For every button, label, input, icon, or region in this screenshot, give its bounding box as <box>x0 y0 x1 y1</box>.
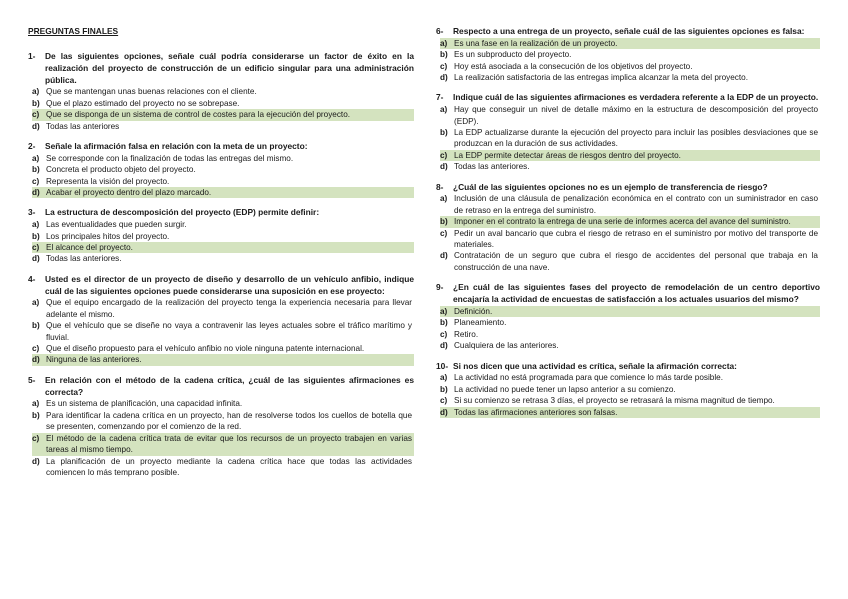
option-text: El método de la cadena crítica trata de evitar que los recursos de un proyecto trabajen en varias tareas al mismo tiempo. <box>46 433 412 455</box>
question-text: Usted es el director de un proyecto de diseño y desarrollo de un vehículo anfibio, indique cuál de las siguientes opciones puede considerarse una suposición en ese proyecto: <box>45 273 414 296</box>
option-text: Cualquiera de las anteriores. <box>454 341 559 351</box>
option-text: Representa la visión del proyecto. <box>46 176 170 186</box>
answer-option <box>440 395 820 406</box>
option-text: La realización satisfactoria de las entregas implica alcanzar la meta del proyecto. <box>454 73 748 83</box>
option-letter: b) <box>440 50 448 60</box>
option-text: Es un subproducto del proyecto. <box>454 50 572 60</box>
option-letter: c) <box>440 329 448 339</box>
answer-option-highlighted <box>440 216 820 227</box>
document-page <box>28 26 820 591</box>
option-letter: d) <box>32 456 40 466</box>
question-text: ¿En cuál de las siguientes fases del proyecto de remodelación de un centro deportivo encajaría la actividad de encuestas de satisfacción a los actuales usuarios del mismo? <box>453 282 820 305</box>
option-text: Que el vehículo que se diseñe no vaya a contravenir las leyes actuales sobre el tráfico marítimo y fluvial. <box>46 321 412 342</box>
answer-option <box>32 320 414 343</box>
option-text: Todas las anteriores. <box>454 162 530 172</box>
question-number: 9- <box>436 282 444 293</box>
question-header <box>436 361 820 373</box>
option-text: La EDP actualizarse durante la ejecución del proyecto para incluir las posibles desviaciones que se produzcan en la duración de sus actividades. <box>454 128 818 149</box>
option-letter: d) <box>32 355 40 365</box>
question-block <box>28 207 414 264</box>
question-header <box>436 282 820 306</box>
right-column <box>436 26 820 427</box>
option-text: Si su comienzo se retrasa 3 días, el proyecto se retrasará la misma magnitud de tiempo. <box>454 396 775 406</box>
question-text: ¿Cuál de las siguientes opciones no es un ejemplo de transferencia de riesgo? <box>453 181 768 192</box>
question-number: 4- <box>28 273 36 284</box>
answer-option <box>32 176 414 187</box>
option-letter: a) <box>32 220 40 230</box>
answer-option-highlighted <box>32 433 414 456</box>
answer-option <box>440 127 820 150</box>
option-letter: b) <box>32 410 40 420</box>
option-letter: a) <box>440 373 448 383</box>
question-block <box>436 361 820 418</box>
option-letter: d) <box>440 162 448 172</box>
option-letter: c) <box>440 61 448 71</box>
answer-option <box>440 329 820 340</box>
answer-option <box>440 317 820 328</box>
option-letter: a) <box>440 105 448 115</box>
option-text: Para identificar la cadena crítica en un proyecto, han de resolverse todos los cuellos de botella que se presenten, comenzando por el comienzo de la red. <box>46 410 412 432</box>
question-text: Respecto a una entrega de un proyecto, señale cuál de las siguientes opciones es falsa: <box>453 26 805 36</box>
answer-option <box>32 253 414 264</box>
answer-option <box>440 384 820 395</box>
question-block <box>28 274 414 366</box>
question-header <box>28 274 414 298</box>
option-text: Que el plazo estimado del proyecto no se sobrepase. <box>46 98 240 108</box>
answer-option <box>32 121 414 132</box>
answer-option-highlighted <box>32 187 414 198</box>
question-header <box>28 207 414 219</box>
answer-option <box>32 98 414 109</box>
option-letter: b) <box>440 318 448 328</box>
question-header <box>28 375 414 399</box>
option-letter: d) <box>440 251 448 261</box>
option-text: Que el diseño propuesto para el vehículo anfibio no viole ninguna patente internacional. <box>46 344 365 354</box>
answer-option <box>32 410 414 433</box>
option-text: Hoy está asociada a la consecución de los objetivos del proyecto. <box>454 61 693 71</box>
option-text: Planeamiento. <box>454 318 507 328</box>
option-letter: a) <box>32 87 40 97</box>
option-letter: c) <box>32 110 40 120</box>
option-letter: b) <box>32 165 40 175</box>
option-letter: d) <box>32 188 40 198</box>
question-number: 7- <box>436 92 444 103</box>
option-letter: b) <box>32 321 40 331</box>
answer-option-highlighted <box>32 242 414 253</box>
answer-option <box>32 398 414 409</box>
question-header <box>28 141 414 153</box>
question-number: 2- <box>28 141 36 152</box>
option-text: Todas las anteriores. <box>46 254 122 264</box>
question-block <box>436 282 820 351</box>
option-text: Es una fase en la realización de un proyecto. <box>454 38 618 48</box>
answer-option <box>440 104 820 127</box>
question-text: Si nos dicen que una actividad es crítica, señale la afirmación correcta: <box>453 360 737 371</box>
option-text: Se corresponde con la finalización de todas las entregas del mismo. <box>46 153 294 163</box>
question-header <box>436 182 820 194</box>
answer-option <box>440 250 820 273</box>
option-letter: c) <box>32 176 40 186</box>
option-letter: b) <box>440 217 448 227</box>
answer-option <box>440 49 820 60</box>
answer-option <box>32 343 414 354</box>
option-text: Que se mantengan unas buenas relaciones con el cliente. <box>46 87 257 97</box>
question-block <box>28 51 414 132</box>
option-text: Todas las afirmaciones anteriores son falsas. <box>454 407 618 417</box>
option-text: El alcance del proyecto. <box>46 243 133 253</box>
answer-option-highlighted <box>32 109 414 120</box>
option-letter: d) <box>440 341 448 351</box>
answer-option <box>32 86 414 97</box>
question-number: 3- <box>28 207 36 218</box>
question-text: En relación con el método de la cadena crítica, ¿cuál de las siguientes afirmaciones es correcta? <box>45 374 414 397</box>
option-text: Definición. <box>454 306 493 316</box>
left-column <box>28 26 414 487</box>
answer-option <box>32 219 414 230</box>
option-text: Que se disponga de un sistema de control de costes para la ejecución del proyecto. <box>46 110 351 120</box>
option-letter: b) <box>32 98 40 108</box>
option-text: Imponer en el contrato la entrega de una serie de informes acerca del avance del suministro. <box>454 217 791 227</box>
question-number: 1- <box>28 51 36 61</box>
option-letter: a) <box>32 153 40 163</box>
question-block <box>436 92 820 172</box>
option-text: Acabar el proyecto dentro del plazo marcado. <box>46 188 212 198</box>
option-text: Ninguna de las anteriores. <box>46 355 142 365</box>
answer-option <box>440 340 820 351</box>
answer-option <box>32 456 414 479</box>
option-text: Todas las anteriores <box>46 121 120 131</box>
question-text: Señale la afirmación falsa en relación con la meta de un proyecto: <box>45 141 308 152</box>
answer-option-highlighted <box>440 38 820 49</box>
question-block <box>436 26 820 83</box>
option-letter: c) <box>32 433 40 443</box>
question-text: La estructura de descomposición del proyecto (EDP) permite definir: <box>45 207 320 218</box>
question-block <box>28 141 414 198</box>
answer-option <box>440 61 820 72</box>
option-text: Que el equipo encargado de la realización del proyecto tenga la experiencia necesaria para llevar adelante el mismo. <box>46 298 412 319</box>
answer-option <box>32 164 414 175</box>
option-letter: c) <box>32 344 40 354</box>
option-text: Concreta el producto objeto del proyecto. <box>46 165 196 175</box>
answer-option-highlighted <box>440 407 820 418</box>
question-block <box>28 375 414 478</box>
option-text: Es un sistema de planificación, una capacidad infinita. <box>46 399 243 409</box>
answer-option <box>440 72 820 83</box>
answer-option <box>32 297 414 320</box>
question-block <box>436 182 820 274</box>
option-text: Contratación de un seguro que cubra el riesgo de accidentes del personal que trabaja en la construcción de una nave. <box>454 251 818 272</box>
answer-option-highlighted <box>440 306 820 317</box>
answer-option <box>440 193 820 216</box>
page-title: PREGUNTAS FINALES <box>28 26 119 36</box>
option-letter: c) <box>440 150 448 160</box>
answer-option <box>32 153 414 164</box>
option-letter: a) <box>440 306 448 316</box>
option-text: La actividad no está programada para que comience lo más tarde posible. <box>454 373 723 383</box>
option-text: Pedir un aval bancario que cubra el riesgo de retraso en el suministro por motivo del transporte de materiales. <box>454 228 818 250</box>
option-text: La actividad no puede tener un lapso anterior a su comienzo. <box>454 384 676 394</box>
question-header <box>436 92 820 104</box>
question-number: 10- <box>436 360 449 371</box>
option-letter: b) <box>32 231 40 241</box>
answer-option <box>440 228 820 251</box>
option-text: Los principales hitos del proyecto. <box>46 231 170 241</box>
question-header <box>436 26 820 38</box>
question-text: De las siguientes opciones, señale cuál podría considerarse un factor de éxito en la realización del proyecto de construcción de un edificio singular para una administración pública. <box>45 51 414 85</box>
option-letter: d) <box>32 254 40 264</box>
option-letter: b) <box>440 384 448 394</box>
question-number: 8- <box>436 181 444 192</box>
option-text: Hay que conseguir un nivel de detalle máximo en la estructura de descomposición del proyecto (EDP). <box>454 105 818 126</box>
option-letter: a) <box>32 399 40 409</box>
option-letter: c) <box>32 243 40 253</box>
option-letter: a) <box>32 298 40 308</box>
option-text: La EDP permite detectar áreas de riesgos dentro del proyecto. <box>454 150 681 160</box>
option-text: La planificación de un proyecto mediante la cadena crítica hace que todas las actividades comiencen lo más temprano posible. <box>46 456 412 477</box>
option-text: Retiro. <box>454 329 479 339</box>
option-letter: d) <box>440 407 448 417</box>
option-letter: c) <box>440 228 448 238</box>
option-letter: c) <box>440 396 448 406</box>
option-letter: b) <box>440 128 448 138</box>
question-header <box>28 51 414 86</box>
question-number: 5- <box>28 374 36 385</box>
answer-option-highlighted <box>32 354 414 365</box>
answer-option <box>440 372 820 383</box>
option-letter: a) <box>440 194 448 204</box>
option-text: Las eventualidades que pueden surgir. <box>46 220 187 230</box>
option-letter: a) <box>440 38 448 48</box>
answer-option-highlighted <box>440 150 820 161</box>
question-text: Indique cuál de las siguientes afirmaciones es verdadera referente a la EDP de un proyecto. <box>453 92 819 103</box>
answer-option <box>32 231 414 242</box>
option-text: Inclusión de una cláusula de penalización económica en el contrato con un suministrador en caso de retraso en la entrega del suministro. <box>454 194 818 215</box>
option-letter: d) <box>440 73 448 83</box>
question-number: 6- <box>436 26 444 36</box>
answer-option <box>440 161 820 172</box>
option-letter: d) <box>32 121 40 131</box>
